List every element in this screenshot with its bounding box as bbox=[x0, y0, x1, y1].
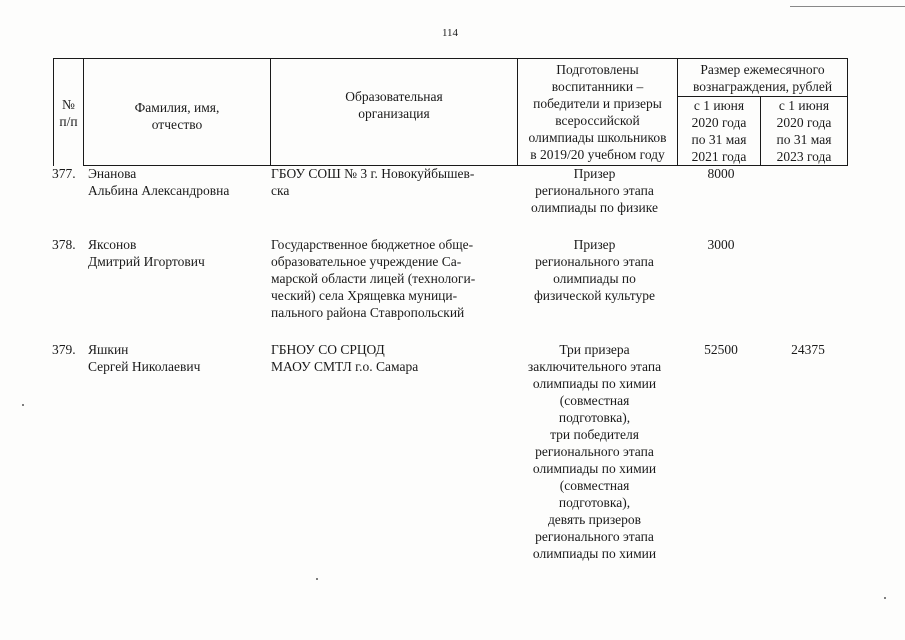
header-prepared-line: воспитанники – bbox=[551, 79, 644, 94]
row-prepared: Три призера заключительного этапа олимпиады по химии (совместная подготовка), три победителя регионального этапа олимпиады по химии (совместная подготовка), девять призеров регионального этапа олимпиады по химии bbox=[527, 342, 662, 561]
row-amount-2021: 3000 bbox=[707, 237, 735, 252]
header-reward: Размер ежемесячного вознаграждения, рублей bbox=[678, 59, 848, 97]
row-name: Яксонов Дмитрий Игортович bbox=[88, 237, 205, 269]
header-prepared-line: победители и призеры bbox=[533, 96, 662, 111]
row-prepared: Призер регионального этапа олимпиады по физической культуре bbox=[534, 237, 655, 303]
row-amount-2023: 24375 bbox=[791, 342, 825, 357]
header-prepared-line: олимпиады школьников bbox=[528, 130, 667, 145]
table-header bbox=[53, 58, 848, 166]
row-amount-2021: 8000 bbox=[707, 166, 735, 181]
scan-speck bbox=[316, 578, 318, 580]
header-org: Образовательная организация bbox=[271, 59, 518, 166]
row-number: 378. bbox=[52, 237, 76, 252]
row-organization: ГБОУ СОШ № 3 г. Новокуйбышев- ска bbox=[271, 166, 475, 198]
header-name: Фамилия, имя, отчество bbox=[84, 59, 271, 166]
page-number: 114 bbox=[441, 27, 459, 39]
header-prepared-line: всероссийской bbox=[555, 113, 640, 128]
row-number: 379. bbox=[52, 342, 76, 357]
header-prepared bbox=[518, 59, 678, 166]
header-period-2023: с 1 июня 2020 года по 31 мая 2023 года bbox=[761, 97, 848, 166]
row-name: Энанова Альбина Александровна bbox=[88, 166, 230, 198]
row-organization: ГБНОУ СО СРЦОД МАОУ СМТЛ г.о. Самара bbox=[271, 342, 419, 374]
header-prepared-line: Подготовлены bbox=[556, 62, 639, 77]
header-period-2021: с 1 июня 2020 года по 31 мая 2021 года bbox=[678, 97, 761, 166]
scan-speck bbox=[22, 404, 24, 406]
header-num: № п/п bbox=[54, 59, 84, 166]
row-amount-2021: 52500 bbox=[704, 342, 738, 357]
row-prepared: Призер регионального этапа олимпиады по физике bbox=[531, 166, 658, 215]
scan-speck bbox=[884, 597, 886, 599]
header-prepared-line: в 2019/20 учебном году bbox=[530, 147, 665, 162]
row-number: 377. bbox=[52, 166, 76, 181]
row-name: Яшкин Сергей Николаевич bbox=[88, 342, 201, 374]
corner-mark bbox=[790, 6, 905, 7]
row-organization: Государственное бюджетное обще- образовательное учреждение Са- марской области лицей (технологи- ческий) села Хрящевка муници- пального района Ставропольский bbox=[271, 237, 476, 320]
